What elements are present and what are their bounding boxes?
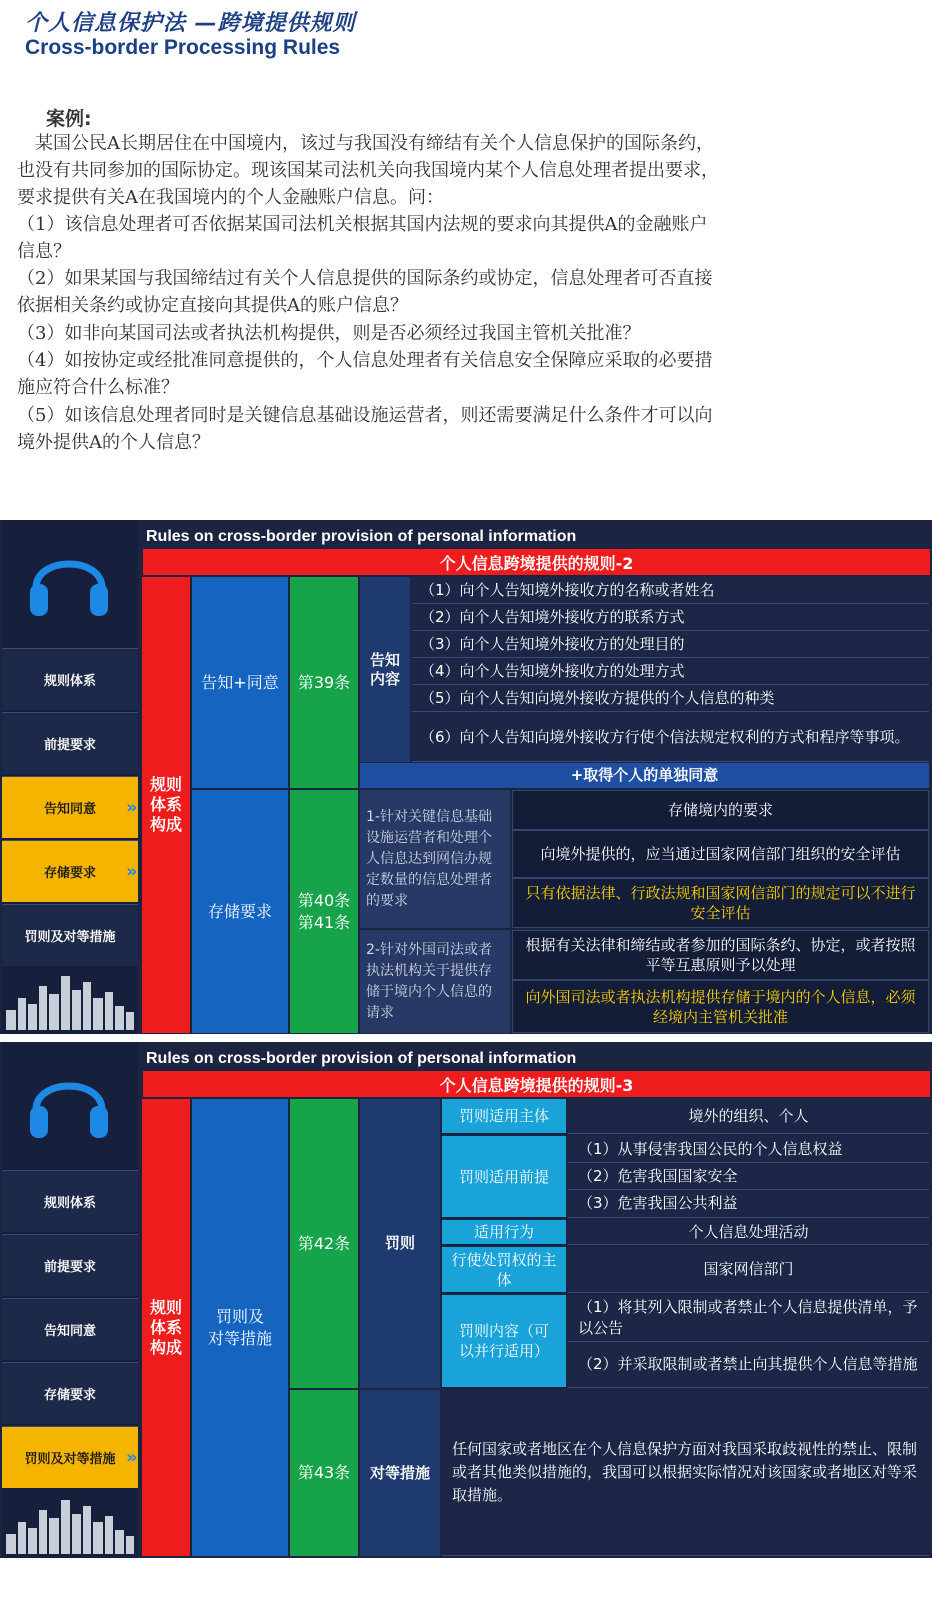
active-arrow-icon: » (126, 861, 138, 882)
case-line: 要求提供有关A在我国境内的个人金融账户信息。问： (17, 187, 444, 208)
page-title-cn: 个人信息保护法 —跨境提供规则 (25, 11, 356, 36)
penalty-content-label: 罚则内容（可以并行适用） (442, 1295, 566, 1388)
article-40-41-cell: 第40条 第41条 (290, 790, 358, 1033)
penalty-content-value: （1）将其列入限制或者禁止个人信息提供清单，予以公告 (568, 1295, 929, 1342)
rules-system-column: 规则体系构成 (142, 577, 190, 1033)
sidebar-item-prerequisites[interactable]: 前提要求 (2, 1234, 138, 1296)
requirement-2-label: 2-针对外国司法或者执法机构关于提供存储于境内个人信息的请求 (360, 930, 510, 1033)
case-label: 案例: (46, 108, 92, 130)
article-42-cell: 第42条 (290, 1099, 358, 1388)
sidebar-item-notice-consent[interactable]: 告知同意 (2, 1298, 138, 1360)
reciprocal-measures-label: 对等措施 (360, 1390, 440, 1556)
case-line: 信息？ (17, 241, 71, 262)
notice-item: （6）向个人告知向境外接收方行使个信法规定权利的方式和程序等事项。 (412, 712, 929, 762)
active-arrow-icon: » (126, 1447, 138, 1468)
penalty-authority-label: 行使处罚权的主体 (442, 1247, 566, 1293)
penalty-subject-value: 境外的组织、个人 (568, 1099, 929, 1134)
case-line: （3）如非向某国司法或者执法机构提供，则是否必须经过我国主管机关批准？ (17, 323, 641, 344)
penalty-content-value: （2）并采取限制或者禁止向其提供个人信息等措施 (568, 1342, 929, 1388)
req1-row-highlight: 只有依据法律、行政法规和国家网信部门的规定可以不进行安全评估 (512, 878, 929, 928)
case-line: （1）该信息处理者可否依据某国司法机关根据其国内法规的要求向其提供A的金融账户 (17, 214, 708, 235)
applicable-conduct-label: 适用行为 (442, 1220, 566, 1245)
sidebar-item-rules[interactable]: 规则体系 (2, 1170, 138, 1232)
headphones-icon (24, 536, 114, 622)
penalty-premise-value: （1）从事侵害我国公民的个人信息权益 (568, 1136, 929, 1163)
page-title-en: Cross-border Processing Rules (25, 36, 341, 59)
slide-header-cn: 个人信息跨境提供的规则-2 (143, 549, 930, 575)
separate-consent-banner: +取得个人的单独同意 (360, 763, 929, 788)
penalty-reciprocal-cell: 罚则及 对等措施 (192, 1099, 288, 1556)
city-skyline-icon (4, 968, 136, 1030)
req1-row: 存储境内的要求 (512, 790, 929, 830)
penalty-authority-value: 国家网信部门 (568, 1247, 929, 1293)
slide-header-en: Rules on cross-border provision of personal information (146, 1050, 577, 1067)
penalty-premise-label: 罚则适用前提 (442, 1136, 566, 1218)
rules-system-column: 规则体系构成 (142, 1099, 190, 1556)
sidebar-item-notice-consent[interactable]: 告知同意 (2, 776, 138, 838)
active-arrow-icon: » (126, 797, 138, 818)
sidebar-item-storage[interactable]: 存储要求 (2, 1362, 138, 1424)
case-line: 某国公民A长期居住在中国境内，该过与我国没有缔结有关个人信息保护的国际条约， (17, 133, 714, 154)
article-43-cell: 第43条 (290, 1390, 358, 1556)
city-skyline-icon (4, 1492, 136, 1554)
reciprocal-measures-text: 任何国家或者地区在个人信息保护方面对我国采取歧视性的禁止、限制或者其他类似措施的，我国可以根据实际情况对该国家或者地区对等采取措施。 (442, 1390, 929, 1556)
notice-item: （3）向个人告知境外接收方的处理目的 (412, 631, 929, 658)
case-line: 也没有共同参加的国际协定。现该国某司法机关向我国境内某个人信息处理者提出要求， (17, 160, 719, 181)
case-line: 境外提供A的个人信息？ (17, 432, 210, 453)
applicable-conduct-value: 个人信息处理活动 (568, 1220, 929, 1245)
sidebar-item-penalty[interactable]: 罚则及对等措施 (2, 1426, 138, 1488)
sidebar-item-rules[interactable]: 规则体系 (2, 648, 138, 710)
notice-consent-cell: 告知+同意 (192, 577, 288, 788)
req2-row-highlight: 向外国司法或者执法机构提供存储于境内的个人信息，必须经境内主管机关批准 (512, 980, 929, 1033)
penalty-subject-label: 罚则适用主体 (442, 1099, 566, 1134)
sidebar-item-storage[interactable]: 存储要求 (2, 840, 138, 902)
slide-header-cn: 个人信息跨境提供的规则-3 (143, 1071, 930, 1097)
headphones-icon (24, 1058, 114, 1144)
case-line: 施应符合什么标准？ (17, 377, 179, 398)
notice-item: （2）向个人告知境外接收方的联系方式 (412, 604, 929, 631)
case-line: （4）如按协定或经批准同意提供的，个人信息处理者有关信息安全保障应采取的必要措 (17, 350, 713, 371)
penalty-label: 罚则 (360, 1099, 440, 1388)
notice-item: （4）向个人告知境外接收方的处理方式 (412, 658, 929, 685)
req2-row: 根据有关法律和缔结或者参加的国际条约、协定，或者按照平等互惠原则予以处理 (512, 930, 929, 980)
requirement-1-label: 1-针对关键信息基础设施运营者和处理个人信息达到网信办规定数量的信息处理者的要求 (360, 790, 510, 928)
case-line: （2）如果某国与我国缔结过有关个人信息提供的国际条约或协定，信息处理者可否直接 (17, 268, 713, 289)
case-line: 依据相关条约或协定直接向其提供A的账户信息？ (17, 295, 408, 316)
penalty-premise-value: （2）危害我国国家安全 (568, 1163, 929, 1190)
article-39-cell: 第39条 (290, 577, 358, 788)
notice-content-label: 告知内容 (360, 577, 410, 762)
notice-item: （1）向个人告知境外接收方的名称或者姓名 (412, 577, 929, 604)
sidebar-item-penalty[interactable]: 罚则及对等措施 (2, 904, 138, 966)
slide-header-en: Rules on cross-border provision of personal information (146, 528, 577, 545)
sidebar-item-prerequisites[interactable]: 前提要求 (2, 712, 138, 774)
case-line: （5）如该信息处理者同时是关键信息基础设施运营者，则还需要满足什么条件才可以向 (17, 405, 713, 426)
penalty-premise-value: （3）危害我国公共利益 (568, 1190, 929, 1218)
notice-item: （5）向个人告知向境外接收方提供的个人信息的种类 (412, 685, 929, 712)
req1-row: 向境外提供的，应当通过国家网信部门组织的安全评估 (512, 830, 929, 878)
storage-cell: 存储要求 (192, 790, 288, 1033)
